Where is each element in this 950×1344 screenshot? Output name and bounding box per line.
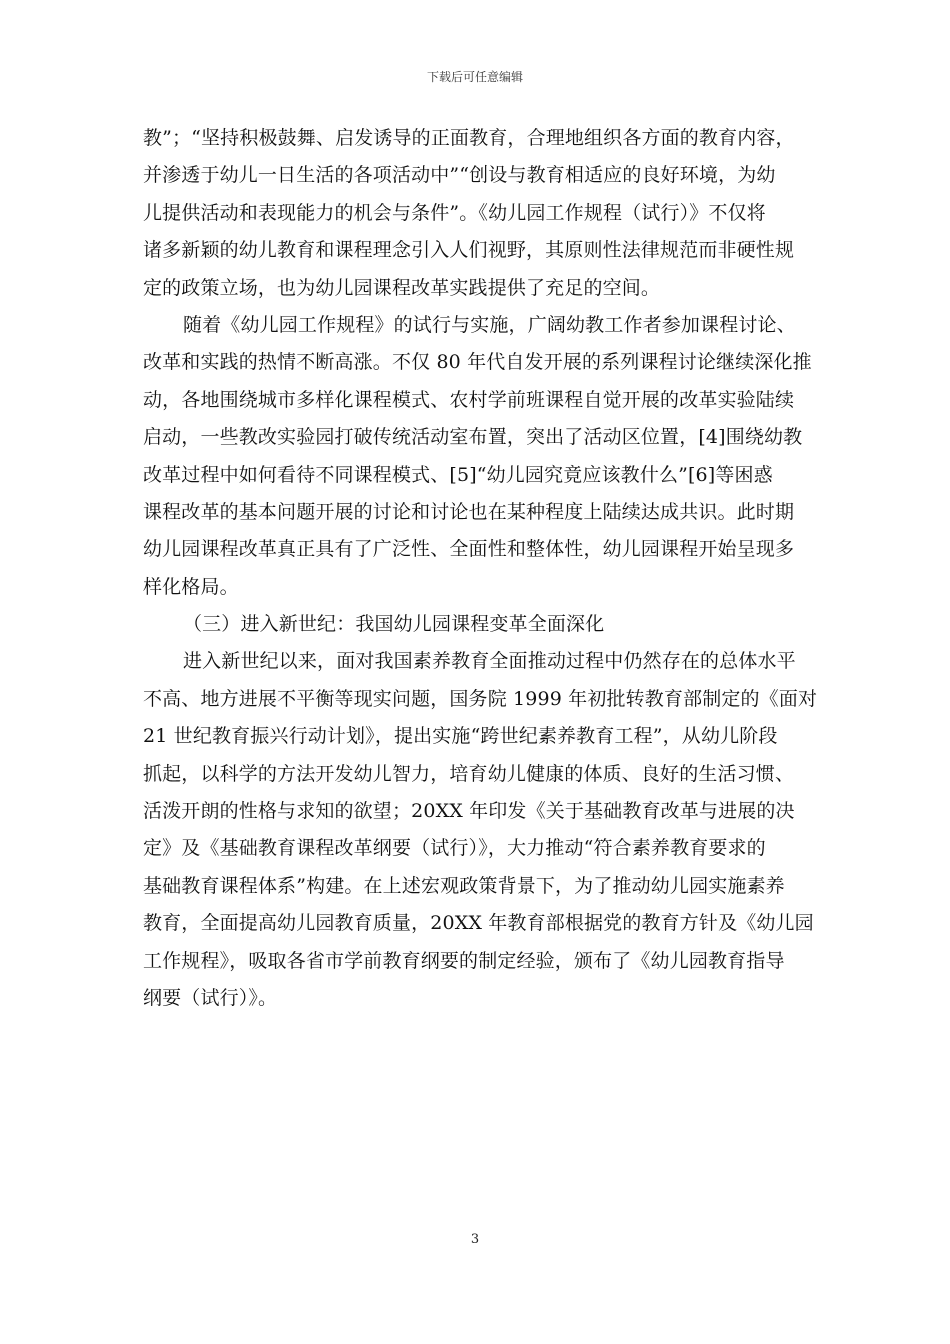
paragraph-start-line: 随着《幼儿园工作规程》的试行与实施，广阔幼教工作者参加课程讨论、	[183, 313, 796, 336]
text-line: 幼儿园课程改革真正具有了广泛性、全面性和整体性，幼儿园课程开始呈现多	[143, 538, 795, 561]
text-line: 课程改革的基本问题开展的讨论和讨论也在某种程度上陆续达成共识。此时期	[143, 500, 795, 523]
text-line: 定的政策立场，也为幼儿园课程改革实践提供了充足的空间。	[143, 276, 661, 299]
document-body	[143, 120, 818, 1017]
section-heading: （三）进入新世纪：我国幼儿园课程变革全面深化	[183, 613, 605, 636]
text-line: 纲要（试行）》。	[143, 986, 278, 1009]
text-line: 改革过程中如何看待不同课程模式、[5]“幼儿园究竟应该教什么”[6]等困惑	[143, 463, 773, 486]
page-header: 下载后可任意编辑	[426, 70, 523, 84]
text-line: 基础教育课程体系”构建。在上述宏观政策背景下，为了推动幼儿园实施素养	[143, 874, 785, 897]
text-line: 动，各地围绕城市多样化课程模式、农村学前班课程自觉开展的改革实验陆续	[143, 388, 795, 411]
paragraph-start-line: 进入新世纪以来，面对我国素养教育全面推动过程中仍然存在的总体水平	[183, 650, 796, 673]
text-line: 21 世纪教育振兴行动计划》，提出实施“跨世纪素养教育工程”，从幼儿阶段	[143, 725, 778, 748]
text-line: 工作规程》，吸取各省市学前教育纲要的制定经验，颁布了《幼儿园教育指导	[143, 949, 785, 972]
text-line: 不高、地方进展不平衡等现实问题，国务院 1999 年初批转教育部制定的《面对	[143, 687, 818, 710]
text-line: 启动，一些教改实验园打破传统活动室布置，突出了活动区位置，[4]围绕幼教	[143, 426, 803, 449]
text-line: 儿提供活动和表现能力的机会与条件”。《幼儿园工作规程（试行）》不仅将	[143, 201, 766, 224]
text-line: 并渗透于幼儿一日生活的各项活动中”“创设与教育相适应的良好环境，为幼	[143, 164, 776, 187]
text-line: 改革和实践的热情不断高涨。不仅 80 年代自发开展的系列课程讨论继续深化推	[143, 351, 812, 374]
text-line: 定》及《基础教育课程改革纲要（试行）》，大力推动“符合素养教育要求的	[143, 837, 766, 860]
text-line: 活泼开朗的性格与求知的欲望；20XX 年印发《关于基础教育改革与进展的决	[143, 800, 795, 823]
text-line: 教”；“坚持积极鼓舞、启发诱导的正面教育，合理地组织各方面的教育内容，	[143, 127, 795, 149]
text-line: 抓起，以科学的方法开发幼儿智力，培育幼儿健康的体质、良好的生活习惯、	[143, 762, 795, 785]
text-line: 样化格局。	[143, 575, 239, 598]
text-line: 教育，全面提高幼儿园教育质量，20XX 年教育部根据党的教育方针及《幼儿园	[143, 912, 814, 935]
page-number: 3	[470, 1232, 480, 1247]
text-line: 诸多新颖的幼儿教育和课程理念引入人们视野，其原则性法律规范而非硬性规	[143, 239, 795, 262]
